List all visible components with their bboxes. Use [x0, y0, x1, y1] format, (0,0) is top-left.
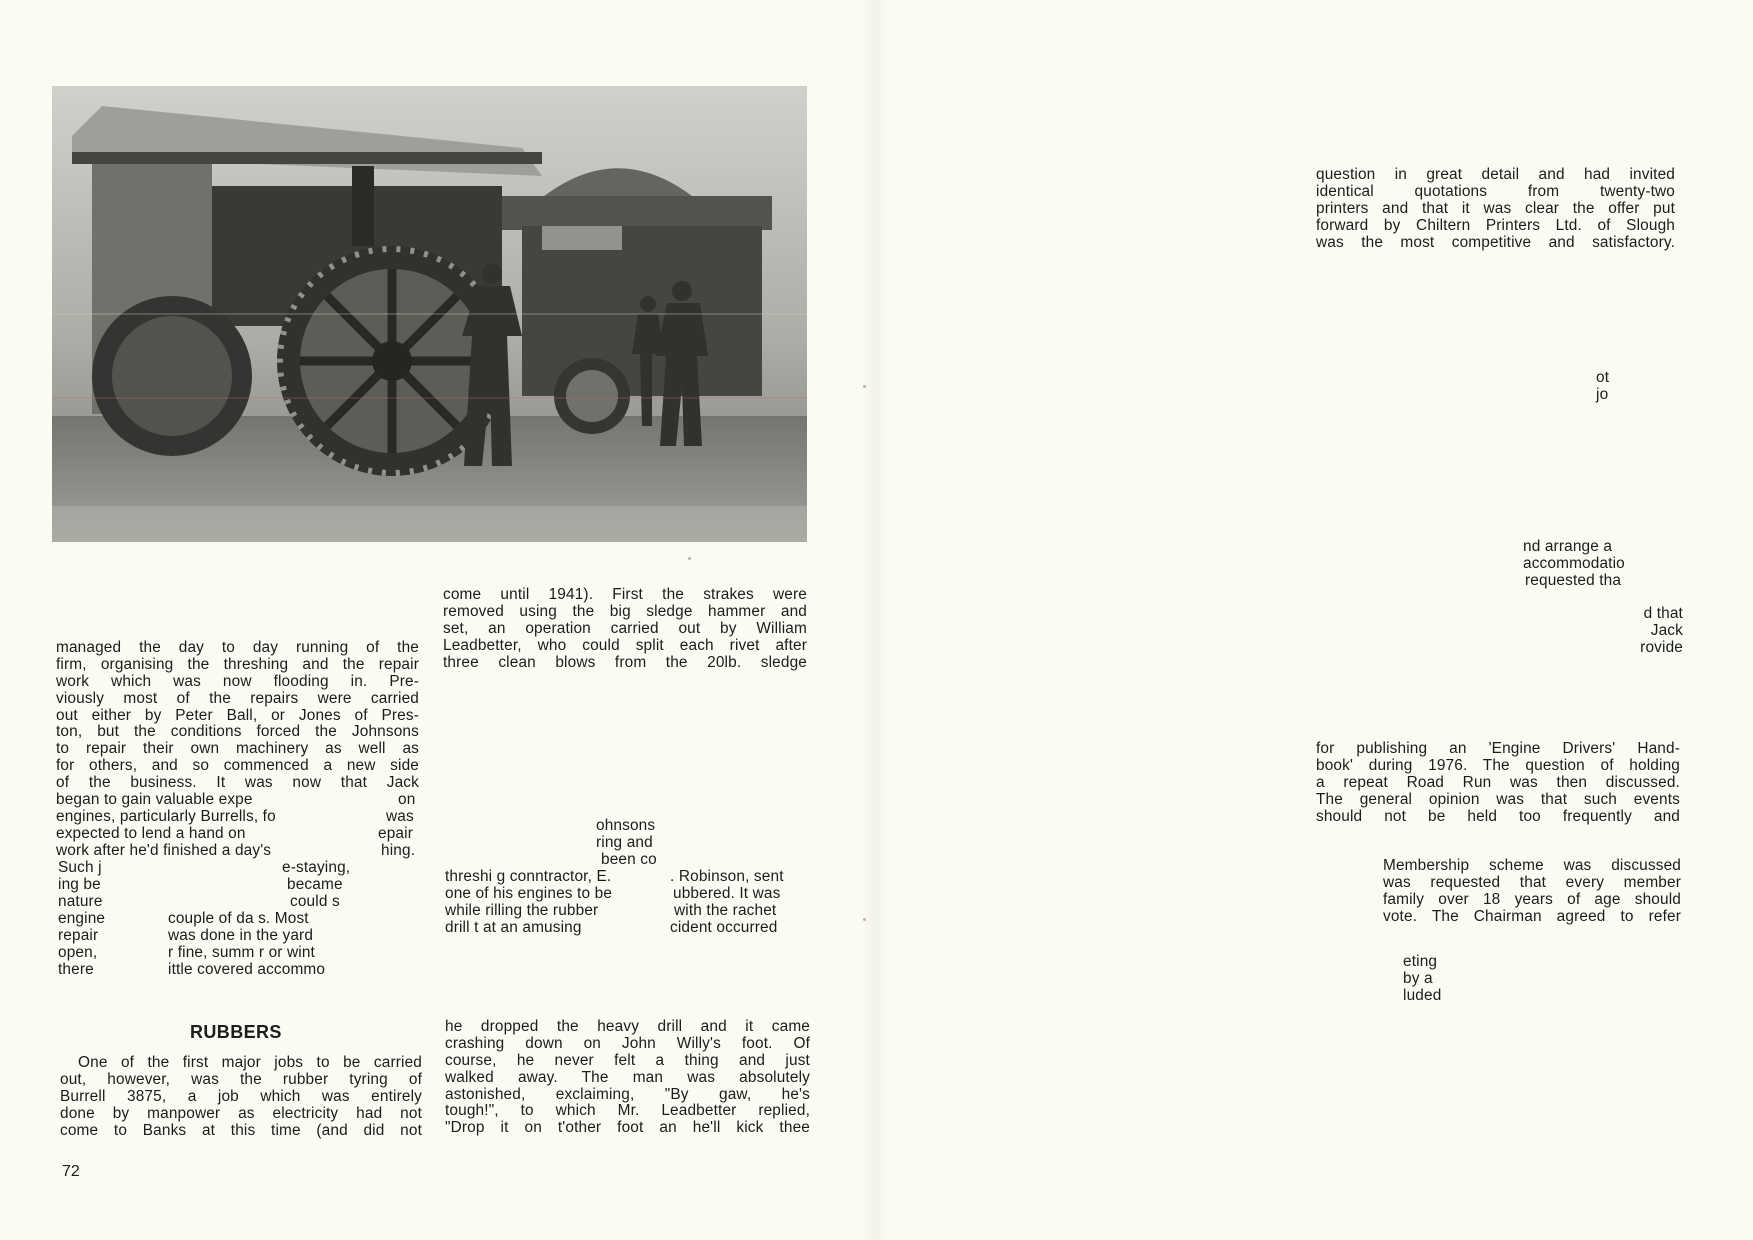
print-speck	[863, 918, 866, 921]
text-fragment: ring and	[596, 834, 653, 851]
text-fragment: eting	[1403, 953, 1438, 970]
text-fragment: open,	[58, 944, 98, 961]
text-fragment: work after he'd finished a day's	[56, 842, 272, 859]
text-line: three clean blows from the 20lb. sledge	[443, 653, 807, 671]
text-line: course, he never felt a thing and just	[445, 1051, 810, 1069]
text-line: was the most competitive and satisfactory.	[1316, 233, 1675, 251]
col1-bottom-paragraph	[60, 1055, 422, 1139]
text-fragment: luded	[1403, 987, 1442, 1004]
traction-engine-photo	[52, 86, 807, 542]
text-line: Burrell 3875, a job which was entirely	[60, 1087, 422, 1105]
text-line: family over 18 years of age should	[1383, 890, 1681, 908]
text-fragment: one of his engines to be	[445, 885, 613, 902]
text-line: printers and that it was clear the offer put	[1316, 199, 1675, 217]
text-fragment: cident occurred	[670, 919, 778, 936]
text-fragment: could s	[290, 893, 340, 910]
text-fragment: expected to lend a hand on	[56, 825, 246, 842]
text-line: a repeat Road Run was then discussed.	[1316, 773, 1680, 791]
text-fragment: accommodatio	[1523, 555, 1625, 572]
text-line: Jack	[1650, 621, 1683, 639]
text-fragment: ing be	[58, 876, 101, 893]
text-line: vote. The Chairman agreed to refer	[1383, 907, 1681, 925]
text-line: "Drop it on t'other foot an he'll kick thee	[445, 1119, 810, 1137]
text-line: he dropped the heavy drill and it came	[445, 1018, 810, 1035]
text-line: Leadbetter, who could split each rivet after	[443, 636, 807, 654]
text-line: ton, but the conditions forced the Johnsons	[56, 723, 419, 741]
text-fragment: e-staying,	[282, 859, 351, 876]
text-line: was requested that every member	[1383, 873, 1681, 891]
text-line: forward by Chiltern Printers Ltd. of Slough	[1316, 216, 1675, 234]
text-line: identical quotations from twenty-two	[1316, 182, 1675, 200]
text-fragment: Such j	[58, 859, 102, 876]
text-fragment: requested tha	[1525, 572, 1622, 589]
text-fragment: on	[398, 791, 416, 808]
text-line: One of the first major jobs to be carried	[78, 1054, 422, 1071]
text-fragment: couple of da s. Most	[168, 910, 309, 927]
text-line: question in great detail and had invited	[1316, 166, 1675, 183]
text-line: done by manpower as electricity had not	[60, 1104, 422, 1122]
text-line: Membership scheme was discussed	[1383, 857, 1681, 874]
text-fragment: epair	[378, 825, 413, 842]
text-fragment: ohnsons	[596, 817, 656, 834]
right-para-2	[1316, 741, 1680, 825]
photo-illustration	[52, 86, 807, 542]
right-fragment-3	[1575, 606, 1683, 657]
page-number: 72	[62, 1163, 80, 1180]
text-fragment: engines, particularly Burrells, fo	[56, 808, 276, 825]
col2-top-paragraph	[443, 587, 807, 671]
text-fragment: while rilling the rubber	[445, 902, 599, 919]
print-speck	[863, 385, 866, 388]
text-line: should not be held too frequently and	[1316, 807, 1680, 825]
text-line: astonished, exclaiming, "By gaw, he's	[445, 1085, 810, 1103]
text-line: walked away. The man was absolutely	[445, 1068, 810, 1086]
text-line: tough!", to which Mr. Leadbetter replied,	[445, 1102, 810, 1120]
text-line: managed the day to day running of the	[56, 639, 419, 656]
text-fragment: jo	[1596, 386, 1609, 403]
text-line: set, an operation carried out by William	[443, 619, 807, 637]
text-fragment: . Robinson, sent	[670, 868, 784, 885]
text-line: viously most of the repairs were carried	[56, 689, 419, 707]
text-line: out, however, was the rubber tyring of	[60, 1070, 422, 1088]
text-fragment: nature	[58, 893, 103, 910]
text-fragment: r fine, summ r or wint	[168, 944, 315, 961]
text-line: firm, organising the threshing and the repair	[56, 655, 419, 673]
text-line: come until 1941). First the strakes were	[443, 586, 807, 603]
text-fragment: threshi g conntractor, E.	[445, 868, 612, 885]
text-fragment: ubbered. It was	[673, 885, 781, 902]
right-page	[875, 0, 1753, 1240]
text-fragment: ittle covered accommo	[168, 961, 326, 978]
text-line: work which was now flooding in. Pre-	[56, 672, 419, 690]
text-line: rovide	[1640, 638, 1683, 656]
col1-top-paragraph	[56, 640, 419, 792]
text-fragment: repair	[58, 927, 99, 944]
text-line: of the business. It was now that Jack	[56, 774, 419, 792]
right-para-3	[1383, 858, 1681, 926]
text-fragment: by a	[1403, 970, 1433, 987]
text-line: come to Banks at this time (and did not	[60, 1121, 422, 1139]
text-fragment: with the rachet	[674, 902, 777, 919]
text-fragment: hing.	[381, 842, 416, 859]
text-fragment: began to gain valuable expe	[56, 791, 253, 808]
col2-bottom-paragraph	[445, 1019, 810, 1137]
text-line: for others, and so commenced a new side	[56, 757, 419, 775]
text-line: d that	[1643, 605, 1683, 622]
text-fragment: was	[386, 808, 414, 825]
left-page	[0, 0, 875, 1240]
text-fragment: drill t at an amusing	[445, 919, 582, 936]
text-line: to repair their own machinery as well as	[56, 740, 419, 758]
text-fragment: nd arrange a	[1523, 538, 1613, 555]
print-speck	[688, 557, 691, 560]
text-line: removed using the big sledge hammer and	[443, 602, 807, 620]
text-fragment: engine	[58, 910, 106, 927]
text-line: The general opinion was that such events	[1316, 790, 1680, 808]
text-line: for publishing an 'Engine Drivers' Hand-	[1316, 740, 1680, 757]
text-line: out either by Peter Ball, or Jones of Pres-	[56, 706, 419, 724]
text-fragment: been co	[601, 851, 657, 868]
text-line: book' during 1976. The question of holding	[1316, 756, 1680, 774]
text-fragment: there	[58, 961, 94, 978]
right-para-1	[1316, 167, 1675, 251]
text-line: crashing down on John Willy's foot. Of	[445, 1034, 810, 1052]
section-heading: RUBBERS	[190, 1022, 282, 1042]
text-fragment: was done in the yard	[168, 927, 314, 944]
text-fragment: became	[287, 876, 343, 893]
text-fragment: ot	[1596, 369, 1610, 386]
